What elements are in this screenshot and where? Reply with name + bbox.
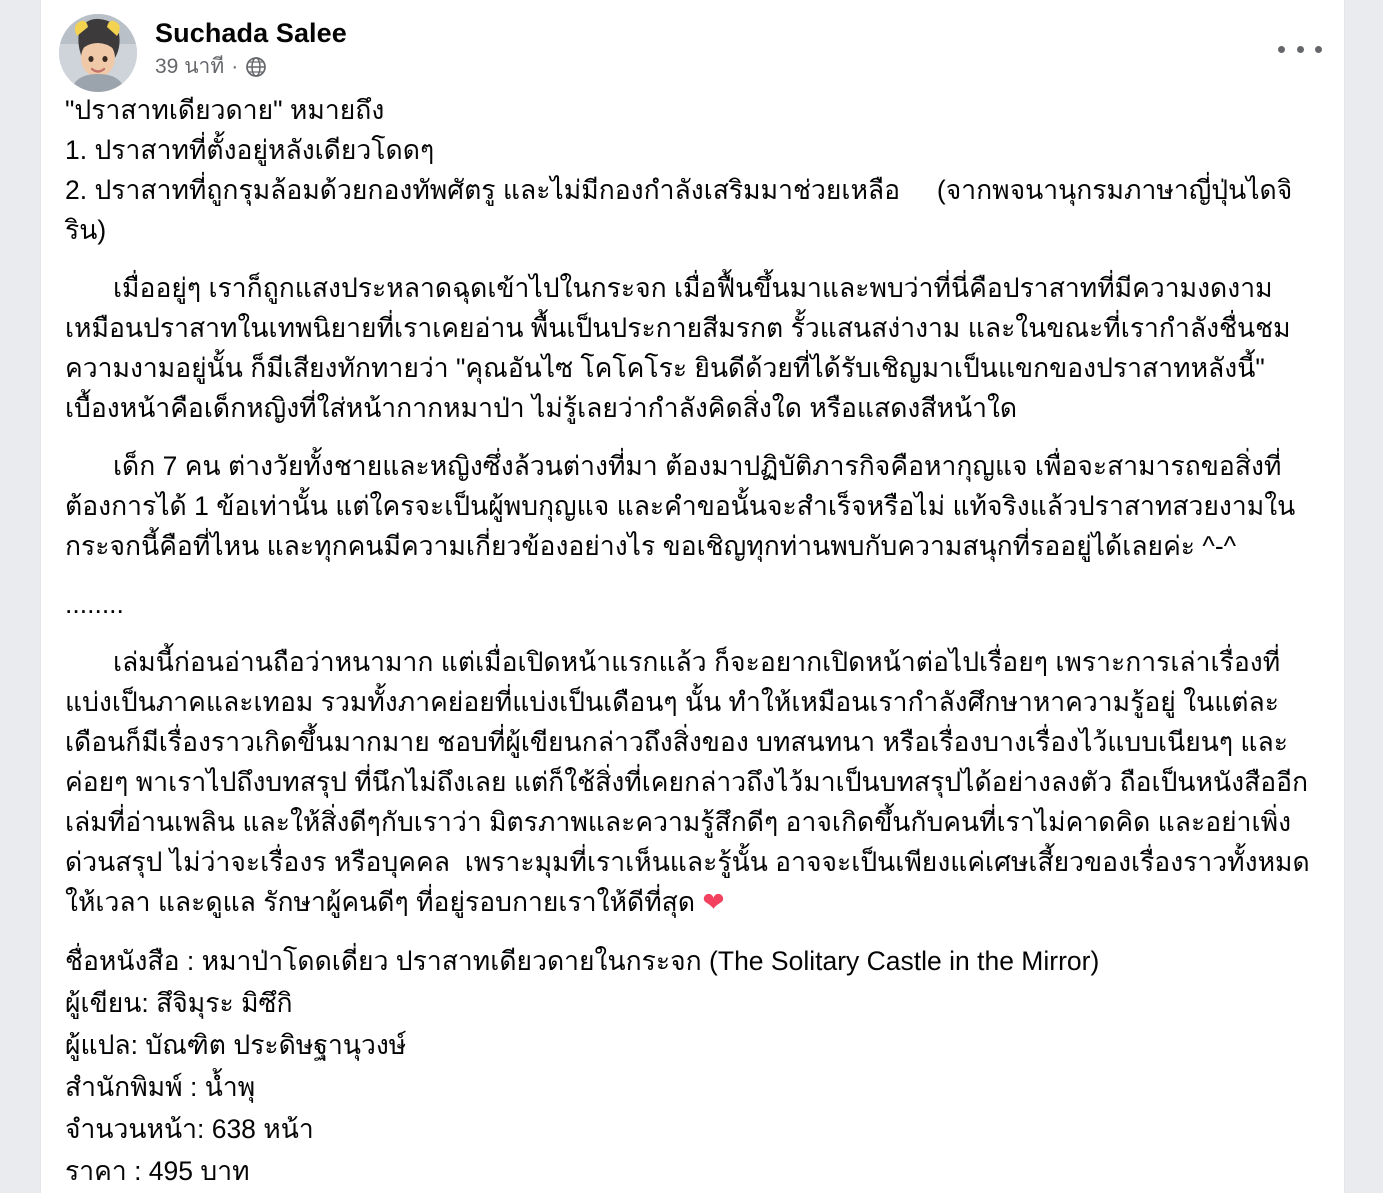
author-name[interactable]: Suchada Salee xyxy=(155,18,347,48)
spacer-1 xyxy=(65,250,1320,268)
more-dot-3 xyxy=(1315,46,1322,53)
spacer-3 xyxy=(65,566,1320,584)
post-author-block xyxy=(155,14,347,80)
spacer-2 xyxy=(65,428,1320,446)
meta-separator: · xyxy=(231,55,239,78)
post-paragraph-2: เด็ก 7 คน ต่างวัยทั้งชายและหญิงซึ่งล้วนต่างที่มา ต้องมาปฏิบัติภารกิจคือหากุญแจ เพื่อจะสามารถขอสิ่งที่ต้องการได้ 1 ข้อเท่านั้น แต่ใครจะเป็นผู้พบกุญแจ และคำขอนั้นจะสำเร็จหรือไม่ แท้จริงแล้วปราสาทสวยงามในกระจกนี้คือที่ไหน และทุกคนมีความเกี่ยวข้องอย่างไร ขอเชิญทุกท่านพบกับความสนุกที่รออยู่ได้เลยค่ะ ^-^ xyxy=(65,451,1296,561)
post-divider-dots: ........ xyxy=(65,589,124,619)
spacer-4 xyxy=(65,624,1320,642)
feed-gutter-left xyxy=(0,0,40,1193)
spacer-5 xyxy=(65,922,1320,940)
book-publisher-line: สำนักพิมพ์ : น้ำพุ xyxy=(65,1072,256,1102)
post-body xyxy=(41,84,1344,1192)
post-title-line-3: 2. ปราสาทที่ถูกรุมล้อมด้วยกองทัพศัตรู และไม่มีกองกำลังเสริมมาช่วยเหลือ (จากพจนานุกรมภาษาญี่ปุ่นไดจิริน) xyxy=(65,175,1293,245)
avatar[interactable] xyxy=(59,14,137,92)
post-timestamp[interactable]: 39 นาที xyxy=(155,55,225,78)
post-paragraph-1: เมื่ออยู่ๆ เราก็ถูกแสงประหลาดฉุดเข้าไปในกระจก เมื่อฟื้นขึ้นมาและพบว่าที่นี่คือปราสาทที่มีความงดงาม เหมือนปราสาทในเทพนิยายที่เราเคยอ่าน พื้นเป็นประกายสีมรกต รั้วแสนสง่างาม และในขณะที่เรากำลังชื่นชมความงามอยู่นั้น ก็มีเสียงทักทายว่า "คุณอันไซ โคโคโระ ยินดีด้วยที่ได้รับเชิญมาเป็นแขกของปราสาทหลังนี้" เบื้องหน้าคือเด็กหญิงที่ใส่หน้ากากหมาป่า ไม่รู้เลยว่ากำลังคิดสิ่งใด หรือแสดงสีหน้าใด xyxy=(65,273,1291,423)
post-meta xyxy=(155,54,347,80)
post-header xyxy=(41,0,1344,84)
heart-emoji: ❤ xyxy=(702,887,725,917)
book-title-line: ชื่อหนังสือ : หมาป่าโดดเดี่ยว ปราสาทเดียวดายในกระจก (The Solitary Castle in the Mirror) xyxy=(65,946,1100,976)
post-paragraph-3 xyxy=(65,642,1320,922)
more-options-icon[interactable] xyxy=(1278,34,1322,64)
post-title-line-2: 1. ปราสาทที่ตั้งอยู่หลังเดียวโดดๆ xyxy=(65,135,435,165)
more-dot-2 xyxy=(1297,46,1304,53)
post-paragraph-3-text: เล่มนี้ก่อนอ่านถือว่าหนามาก แต่เมื่อเปิดหน้าแรกแล้ว ก็จะอยากเปิดหน้าต่อไปเรื่อยๆ เพราะการเล่าเรื่องที่แบ่งเป็นภาคและเทอม รวมทั้งภาคย่อยที่แบ่งเป็นเดือนๆ นั้น ทำให้เหมือนเรากำลังศึกษาหาความรู้อยู่ ในแต่ละเดือนก็มีเรื่องราวเกิดขึ้นมากมาย ชอบที่ผู้เขียนกล่าวถึงสิ่งของ บทสนทนา หรือเรื่องบางเรื่องไว้แบบเนียนๆ และค่อยๆ พาเราไปถึงบทสรุป ที่นึกไม่ถึงเลย แต่ก็ใช้สิ่งที่เคยกล่าวถึงไว้มาเป็นบทสรุปได้อย่างลงตัว ถือเป็นหนังสืออีกเล่มที่อ่านเพลิน และให้สิ่งดีๆกับเราว่า มิตรภาพและความรู้สึกดีๆ อาจเกิดขึ้นกับคนที่เราไม่คาดคิด และอย่าเพิ่งด่วนสรุป ไม่ว่าจะเรื่องร หรือบุคคล เพราะมุมที่เราเห็นและรู้นั้น อาจจะเป็นเพียงแค่เศษเสี้ยวของเรื่องราวทั้งหมด ให้เวลา และดูแล รักษาผู้คนดีๆ ที่อยู่รอบกายเราให้ดีที่สุด xyxy=(65,647,1318,917)
book-price-line: ราคา : 495 บาท xyxy=(65,1156,250,1186)
more-dot-1 xyxy=(1278,46,1285,53)
book-author-line: ผู้เขียน: สึจิมุระ มิซึกิ xyxy=(65,988,293,1018)
book-pages-line: จำนวนหน้า: 638 หน้า xyxy=(65,1114,314,1144)
feed-gutter-right xyxy=(1345,0,1383,1193)
post-title-line-1: "ปราสาทเดียวดาย" หมายถึง xyxy=(65,95,385,125)
post-card xyxy=(40,0,1345,1193)
book-translator-line: ผู้แปล: บัณฑิต ประดิษฐานุวงษ์ xyxy=(65,1030,407,1060)
globe-icon[interactable] xyxy=(245,56,267,78)
